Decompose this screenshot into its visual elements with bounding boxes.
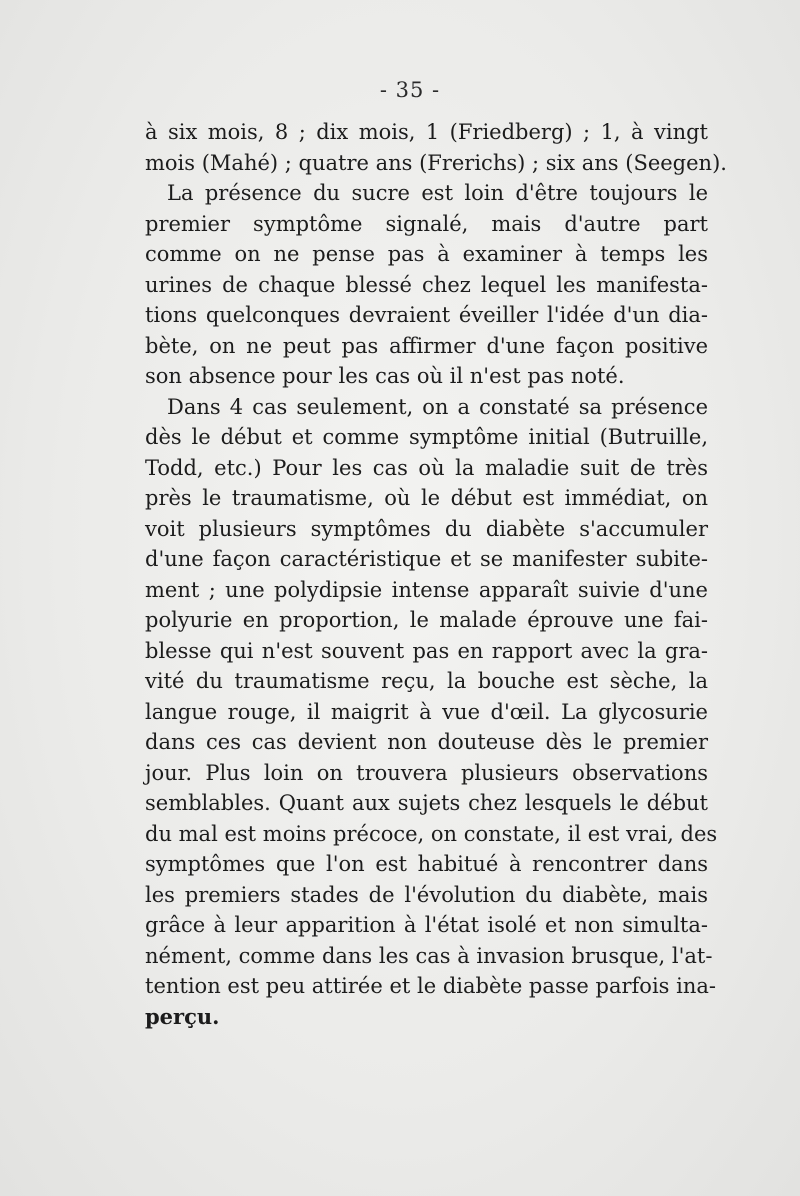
text-line: tions quelconques devraient éveiller l'idée d'un dia- bbox=[145, 303, 708, 327]
text-line: blesse qui n'est souvent pas en rapport avec la gra- bbox=[145, 638, 708, 663]
text-line: bète, on ne peut pas affirmer d'une façon positive bbox=[145, 333, 708, 358]
text-line: près le traumatisme, où le début est immédiat, on bbox=[145, 486, 708, 510]
text-line: perçu. bbox=[145, 1003, 220, 1029]
text-line: dès le début et comme symptôme initial (Butruille, bbox=[145, 425, 708, 449]
text-line: jour. Plus loin on trouvera plusieurs observations bbox=[145, 760, 708, 785]
text-line: voit plusieurs symptômes du diabète s'accumuler bbox=[145, 516, 708, 541]
text-line: d'une façon caractéristique et se manifester subite- bbox=[145, 547, 708, 571]
text-line: nément, comme dans les cas à invasion brusque, l'at- bbox=[145, 943, 713, 968]
text-line: son absence pour les cas où il n'est pas noté. bbox=[145, 364, 625, 388]
text-line: langue rouge, il maigrit à vue d'œil. La glycosurie bbox=[145, 699, 708, 724]
text-line: symptômes que l'on est habitué à rencontrer dans bbox=[145, 852, 708, 876]
text-line: Todd, etc.) Pour les cas où la maladie suit de très bbox=[145, 455, 708, 480]
text-line: dans ces cas devient non douteuse dès le premier bbox=[145, 730, 708, 754]
page-number: - 35 - bbox=[379, 78, 441, 102]
text-line: comme on ne pense pas à examiner à temps les bbox=[145, 242, 708, 266]
text-line: tention est peu attirée et le diabète passe parfois ina- bbox=[145, 974, 716, 998]
text-line: mois (Mahé) ; quatre ans (Frerichs) ; six ans (Seegen). bbox=[145, 150, 727, 175]
text-line: premier symptôme signalé, mais d'autre part bbox=[145, 211, 708, 236]
text-line: urines de chaque blessé chez lequel les manifesta- bbox=[145, 272, 708, 297]
text-line: vité du traumatisme reçu, la bouche est sèche, la bbox=[145, 669, 708, 693]
text-line: ment ; une polydipsie intense apparaît suivie d'une bbox=[145, 577, 708, 602]
text-line: semblables. Quant aux sujets chez lesquels le début bbox=[145, 791, 708, 815]
text-line: Dans 4 cas seulement, on a constaté sa présence bbox=[167, 394, 708, 419]
text-line: polyurie en proportion, le malade éprouve une fai- bbox=[145, 608, 708, 632]
text-line: grâce à leur apparition à l'état isolé et non simulta- bbox=[145, 913, 708, 937]
body-text bbox=[145, 117, 727, 1032]
text-line: les premiers stades de l'évolution du diabète, mais bbox=[145, 882, 708, 907]
text-line: à six mois, 8 ; dix mois, 1 (Friedberg) ; 1, à vingt bbox=[145, 120, 708, 144]
text-line: La présence du sucre est loin d'être toujours le bbox=[167, 181, 708, 205]
text-line: du mal est moins précoce, on constate, il est vrai, des bbox=[145, 821, 718, 846]
